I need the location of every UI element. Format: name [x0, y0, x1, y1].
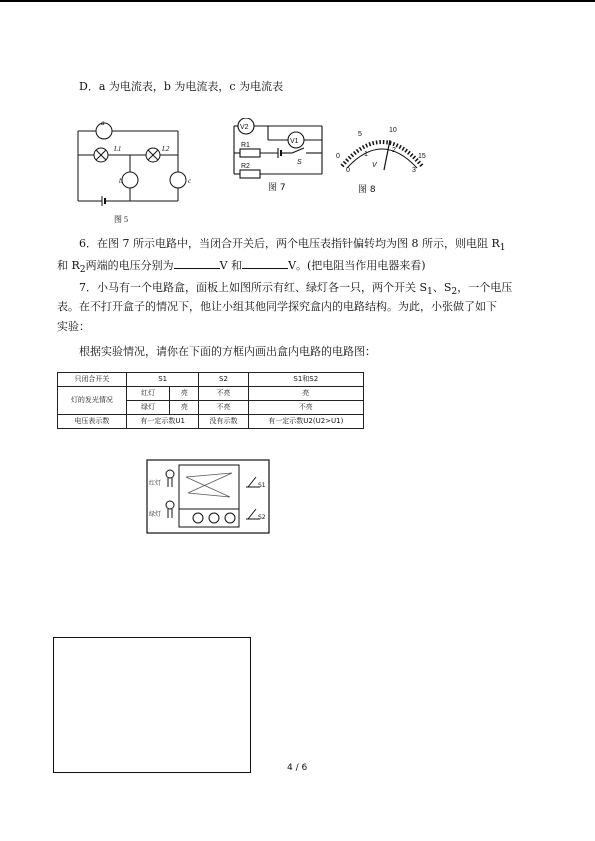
q6-answer-blank-2[interactable] — [242, 257, 288, 269]
fig5-label-b: b — [119, 177, 123, 185]
q7-line-2: 表。在不打开盒子的情况下，他让小组其他同学探究盒内的电路结构。为此，小张做了如下 — [57, 300, 497, 313]
fig7-caption: 图 7 — [268, 183, 286, 193]
fig8-tick-top-10: 10 — [389, 127, 397, 134]
fig8-tick-bottom-0: 0 — [346, 167, 350, 174]
option-d: D．a 为电流表，b 为电流表，c 为电流表 — [79, 80, 284, 93]
fig8-tick-bottom-3: 3 — [412, 167, 416, 174]
instruction: 根据实验情况，请你在下面的方框内画出盒内电路的电路图： — [79, 345, 376, 358]
circuit-box-panel — [146, 459, 270, 534]
fig7-label-s: S — [297, 159, 302, 166]
fig7-label-v1: V1 — [290, 138, 299, 145]
table-row-meter: 电压表示数 有一定示数U1 没有示数 有一定示数U2(U2>U1) — [58, 415, 364, 429]
fig8-tick-top-5: 5 — [358, 131, 362, 138]
q6-line-2: 和 $R_2$两端的电压分别为 V 和 V。(把电阻当作用电器来看) — [57, 259, 426, 276]
page-number: 4 / 6 — [287, 763, 308, 773]
table-row-green: 绿灯 亮 不亮 不亮 — [58, 401, 364, 415]
panel-s1-label: S1 — [258, 482, 266, 489]
panel-red-label: 红灯 — [149, 480, 162, 487]
table-header-row: 只闭合开关 S1 S2 S1和S2 — [58, 373, 364, 387]
q6-answer-blank-1[interactable] — [174, 257, 220, 269]
fig8-caption: 图 8 — [358, 185, 376, 195]
fig8-unit: V — [372, 162, 377, 169]
panel-s2-label: S2 — [258, 514, 266, 521]
fig5-caption: 图 5 — [114, 215, 128, 224]
fig8-tick-bottom-2: 2 — [392, 147, 396, 154]
fig8-tick-top-15: 15 — [418, 153, 426, 160]
q6-line-1: 6．在图 7 所示电路中，当闭合开关后，两个电压表指针偏转均为图 8 所示，则电阻 $R_1$ — [79, 237, 506, 254]
fig8-tick-bottom-1: 1 — [364, 151, 368, 158]
fig5-label-a: a — [101, 119, 105, 127]
q7-line-1: 7．小马有一个电路盒，面板上如图所示有红、绿灯各一只，两个开关 $S_1$、$S_2$，一个电压 — [79, 281, 513, 298]
fig5-label-l1: L1 — [114, 145, 122, 153]
figure-8-voltmeter — [334, 122, 430, 196]
fig8-tick-top-0: 0 — [336, 153, 340, 160]
fig7-label-r1: R1 — [241, 142, 250, 149]
fig7-label-v2: V2 — [240, 124, 249, 131]
fig5-label-l2: L2 — [162, 145, 170, 153]
figure-7-circuit — [228, 118, 330, 194]
experiment-table — [57, 372, 364, 429]
fig5-label-c: c — [188, 177, 192, 185]
fig7-label-r2: R2 — [241, 163, 250, 170]
panel-green-label: 绿灯 — [149, 511, 162, 518]
figure-5-circuit — [70, 115, 195, 227]
page-top-rule — [0, 0, 595, 2]
answer-drawing-box[interactable] — [53, 637, 251, 773]
table-row-red: 灯的发光情况 红灯 亮 不亮 亮 — [58, 387, 364, 401]
q7-line-3: 实验： — [57, 320, 90, 333]
